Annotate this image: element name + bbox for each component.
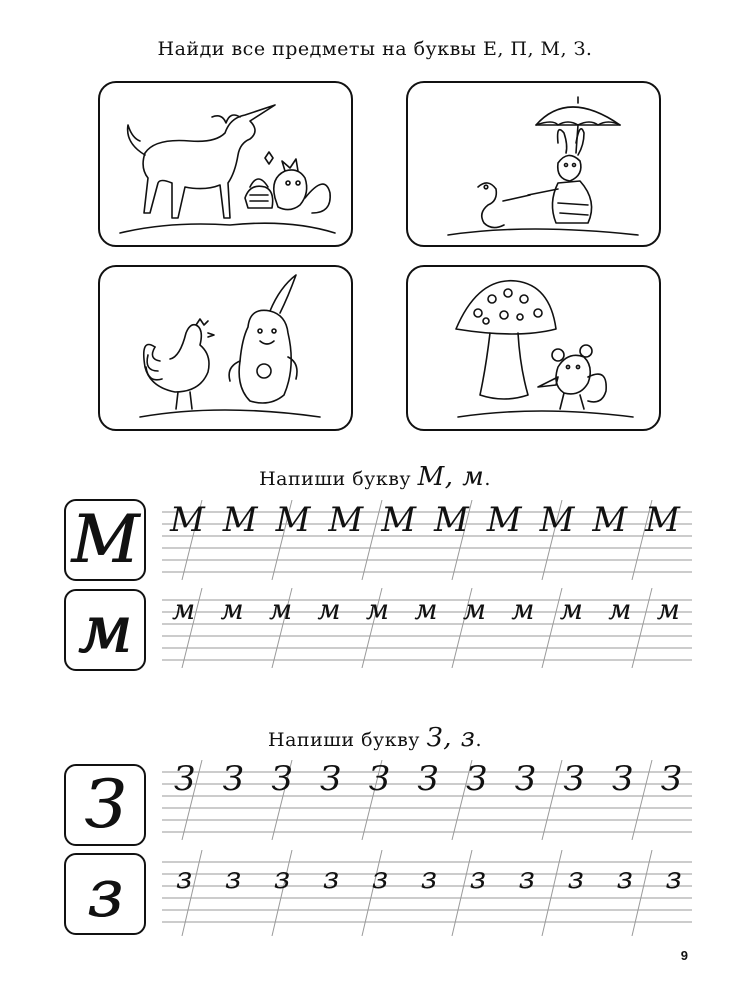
copy-letter: М xyxy=(592,500,628,540)
sample-lowercase-z xyxy=(64,853,146,935)
copy-letter: З xyxy=(514,759,536,799)
copy-letter: М xyxy=(381,500,417,540)
copy-letter: м xyxy=(511,593,535,626)
copy-letter: М xyxy=(486,500,522,540)
copy-letter: М xyxy=(328,500,364,540)
z-uppercase-row xyxy=(174,757,682,799)
section-m-suffix: . xyxy=(484,468,491,490)
picture-mushroom-mouse xyxy=(406,265,661,431)
copy-letter: З xyxy=(563,759,585,799)
copy-letter: з xyxy=(567,861,584,896)
sample-lowercase-z-glyph: з xyxy=(87,855,123,932)
copy-letter: З xyxy=(320,759,342,799)
copy-letter: з xyxy=(322,861,340,896)
sample-uppercase-m xyxy=(64,499,146,581)
copy-letter: З xyxy=(466,759,488,799)
picture-rooster-penguin xyxy=(98,265,353,431)
section-m-letters: М, м xyxy=(417,462,485,492)
picture-unicorn-fox xyxy=(98,81,353,247)
copy-letter: з xyxy=(518,861,536,896)
copy-letter: м xyxy=(462,593,487,626)
copy-letter: м xyxy=(656,593,680,626)
m-uppercase-row xyxy=(170,498,680,540)
copy-letter: М xyxy=(645,500,680,540)
copy-letter: З xyxy=(222,759,244,799)
copy-letter: з xyxy=(420,861,438,896)
copy-letter: м xyxy=(608,593,632,626)
copy-letter: м xyxy=(559,593,583,626)
section-z-suffix: . xyxy=(475,729,482,751)
mushroom-mouse-illustration xyxy=(408,267,659,429)
copy-letter: м xyxy=(172,593,196,626)
sample-lowercase-m-glyph: м xyxy=(77,591,133,668)
section-z-prefix: Напиши букву xyxy=(268,729,427,751)
copy-letter: З xyxy=(612,759,634,799)
picture-hare-umbrella-snake xyxy=(406,81,661,247)
copy-letter: з xyxy=(616,861,633,896)
copy-letter: з xyxy=(176,861,193,896)
copy-letter: З xyxy=(417,759,439,799)
copy-letter: м xyxy=(268,593,293,626)
m-lowercase-row xyxy=(172,590,680,626)
copy-letter: м xyxy=(220,593,244,626)
section-m-prefix: Напиши букву xyxy=(259,468,418,490)
copy-letter: З xyxy=(660,759,682,799)
sample-uppercase-m-glyph: М xyxy=(71,501,139,578)
sample-lowercase-m xyxy=(64,589,146,671)
unicorn-fox-illustration xyxy=(100,83,351,245)
hare-umbrella-illustration xyxy=(408,83,659,245)
section-z-heading xyxy=(0,723,750,753)
copy-letter: м xyxy=(365,593,390,626)
section-m-heading xyxy=(0,462,750,492)
copy-letter: з xyxy=(224,861,242,896)
copy-letter: М xyxy=(433,500,469,540)
copy-letter: М xyxy=(539,500,575,540)
copy-letter: З xyxy=(368,759,390,799)
copy-letter: З xyxy=(174,759,196,799)
page-number: 9 xyxy=(680,948,688,963)
copy-letter: з xyxy=(371,861,389,896)
copy-letter: з xyxy=(665,861,682,896)
copy-letter: З xyxy=(271,759,293,799)
copy-letter: М xyxy=(170,500,205,540)
copy-letter: м xyxy=(414,593,438,626)
task-heading: Найди все предметы на буквы Е, П, М, З. xyxy=(157,38,593,60)
section-z-letters: З, з xyxy=(426,723,476,753)
rooster-penguin-illustration xyxy=(100,267,351,429)
copy-letter: м xyxy=(317,593,341,626)
sample-uppercase-z xyxy=(64,764,146,846)
copy-letter: М xyxy=(222,500,258,540)
copy-letter: з xyxy=(469,861,487,896)
copy-letter: М xyxy=(275,500,311,540)
sample-uppercase-z-glyph: З xyxy=(84,766,126,843)
z-lowercase-row xyxy=(176,856,682,896)
copy-letter: з xyxy=(273,861,291,896)
